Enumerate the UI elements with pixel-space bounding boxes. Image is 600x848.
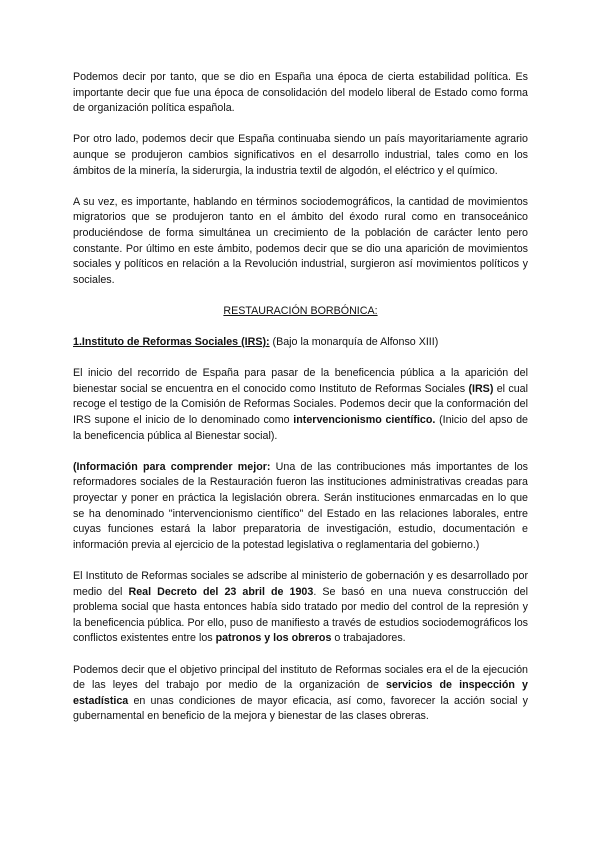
decree-text-1: El Instituto de Reformas sociales se adscribe al ministerio de gobernación y es desarrollado por medio del <box>73 570 528 598</box>
objective-bold-1: servicios de inspección y estadística <box>73 679 529 707</box>
info-bold: (Información para comprender mejor: <box>73 460 271 473</box>
info-text: Una de las contribuciones más importantes de los reformadores sociales de la Restauración fueron las instituciones administrativas creadas para proyectar y poner en práctica la legislación obrera. Serán instituciones enmarcadas en lo que se ha denominado "intervencionismo científico" del Estado en las relaciones laborales, entre cuyas funciones estará la labor preparatoria de investigación, estudio, documentación e información previa al ejercicio de la potestad legislativa o reglamentaria del gobierno.) <box>73 460 528 551</box>
subsection-heading: 1.Instituto de Reformas Sociales (IRS): <box>73 336 270 349</box>
objective-text-2: en unas condiciones de mayor eficacia, así como, favorecer la acción social y gubernamental en beneficio de la mejora y bienestar de las clases obreras. <box>73 694 528 723</box>
irs-text-2: el cual recoge el testigo de la Comisión de Reformas Sociales. Podemos decir que la conformación del IRS supone el inicio de lo denominado como <box>73 382 528 427</box>
paragraph-info <box>73 460 528 554</box>
section-title: RESTAURACIÓN BORBÓNICA: <box>223 304 378 317</box>
decree-bold-1: Real Decreto del 23 abril de 1903 <box>128 585 314 598</box>
irs-text-1: El inicio del recorrido de España para pasar de la beneficencia pública a la aparición del bienestar social se encuentra en el conocido como Instituto de Reformas Sociales <box>73 367 528 395</box>
decree-text-2: . Se basó en una nueva construcción del problema social que hasta entonces había sido tratado por medio del control de la represión y la beneficencia pública. Por ello, puso de manifiesto a través de estudios sociodemográficos los conflictos existentes entre los <box>73 585 529 645</box>
irs-text-3: (Inicio del apso de la beneficencia pública al Bienestar social). <box>73 414 528 442</box>
paragraph-objective <box>73 663 528 725</box>
irs-bold-2: intervencionismo científico. <box>293 414 436 427</box>
decree-bold-2: patronos y los obreros <box>215 632 332 645</box>
subsection-note: (Bajo la monarquía de Alfonso XIII) <box>269 336 439 349</box>
decree-text-3: o trabajadores. <box>331 632 406 645</box>
irs-bold-1: (IRS) <box>468 382 494 395</box>
paragraph-industrial-development: Por otro lado, podemos decir que España continuaba siendo un país mayoritariamente agrario aunque se produjeron cambios significativos en el desarrollo industrial, tales como en los ámbitos de la minería, la siderurgia, la industria textil de algodón, el eléctrico y el químico. <box>73 133 528 177</box>
paragraph-irs-intro <box>73 366 528 444</box>
paragraph-sociodemographic: A su vez, es importante, hablando en términos sociodemográficos, la cantidad de movimientos migratorios que se produjeron tanto en el ámbito del éxodo rural como en transoceánico produciéndose de forma simultánea un crecimiento de la población de carácter lento pero constante. Por último en este ámbito, podemos decir que se dio una aparición de movimientos sociales y políticos en relación a la Revolución industrial, surgieron así movimientos políticos y sociales. <box>73 195 528 286</box>
paragraph-political-stability: Podemos decir por tanto, que se dio en España una época de cierta estabilidad política. Es importante decir que fue una época de consolidación del modelo liberal de Estado como forma de organización política española. <box>73 71 528 115</box>
subsection-heading-line <box>73 335 528 351</box>
objective-text-1: Podemos decir que el objetivo principal del instituto de Reformas sociales era el de la ejecución de las leyes del trabajo por medio de la organización de <box>73 663 528 692</box>
paragraph-decree <box>73 569 528 647</box>
